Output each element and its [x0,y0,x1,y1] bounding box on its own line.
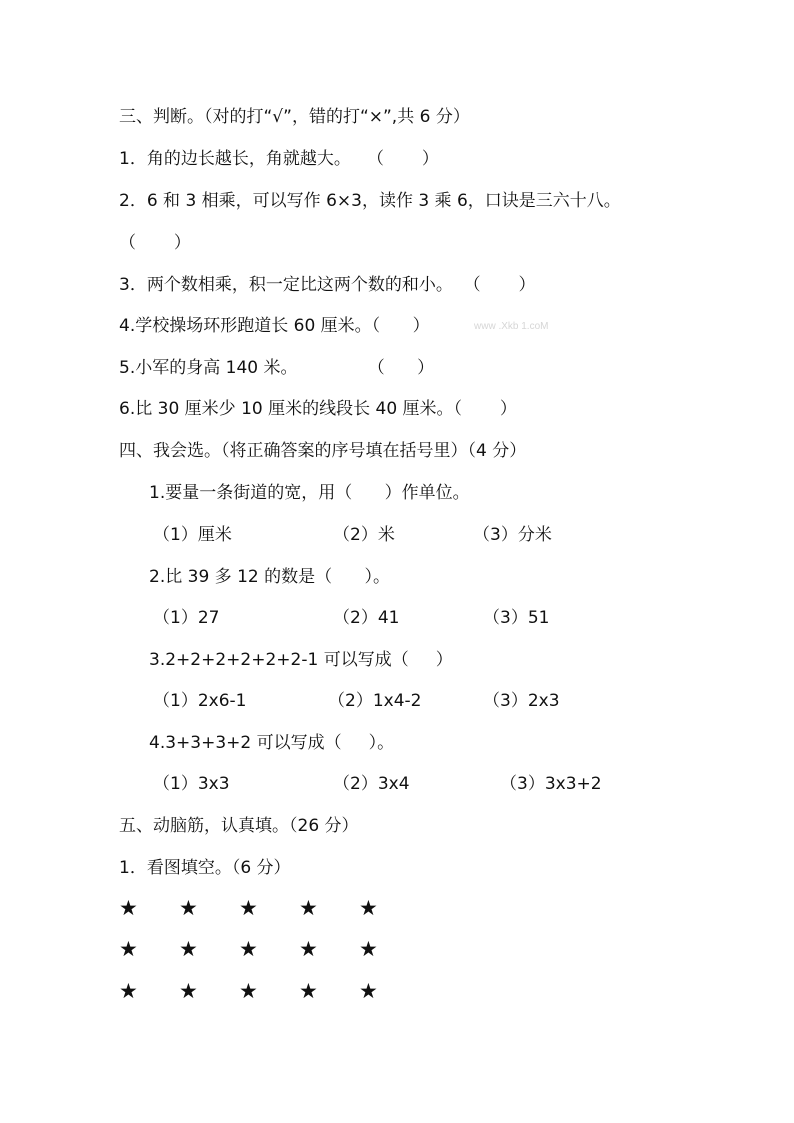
star-icon: ★ [359,896,378,920]
judge-item-5: 5.小军的身高 140 米。 （ ） [119,358,435,378]
judge-item-4: 4.学校操场环形跑道长 60 厘米。（ ） [119,316,430,336]
choice-q4-option-2: （2）3x4 [333,774,410,794]
section-3-heading: 三、判断。（对的打“√”，错的打“×”,共 6 分） [119,107,470,127]
choice-question-1: 1.要量一条街道的宽，用（ ）作单位。 [149,483,470,503]
star-row [119,896,419,920]
choice-question-4: 4.3+3+3+2 可以写成（ ）。 [149,733,395,753]
star-icon: ★ [239,937,258,961]
judge-item-2: 2．6 和 3 相乘，可以写作 6×3，读作 3 乘 6，口诀是三六十八。 [119,191,621,211]
fill-question-1: 1．看图填空。（6 分） [119,858,291,878]
star-icon: ★ [299,979,318,1003]
star-icon: ★ [179,979,198,1003]
choice-q3-option-3: （3）2x3 [483,691,560,711]
choice-q1-option-1: （1）厘米 [153,525,232,545]
star-icon: ★ [299,896,318,920]
star-icon: ★ [359,979,378,1003]
choice-q1-option-2: （2）米 [333,525,395,545]
star-icon: ★ [119,937,138,961]
judge-item-6: 6.比 30 厘米少 10 厘米的线段长 40 厘米。（ ） [119,399,517,419]
section-5-heading: 五、动脑筋，认真填。（26 分） [119,816,359,836]
star-icon: ★ [179,937,198,961]
star-icon: ★ [179,896,198,920]
choice-question-2: 2.比 39 多 12 的数是（ ）。 [149,567,391,587]
star-icon: ★ [239,896,258,920]
choice-q2-option-3: （3）51 [483,608,550,628]
choice-q2-option-2: （2）41 [333,608,400,628]
star-icon: ★ [119,979,138,1003]
choice-q3-option-1: （1）2x6-1 [153,691,247,711]
choice-q4-option-3: （3）3x3+2 [500,774,602,794]
judge-item-2-bracket: （ ） [119,233,191,253]
choice-q4-option-1: （1）3x3 [153,774,230,794]
watermark: www .Xkb 1.coM [474,321,549,332]
star-row [119,979,419,1003]
judge-item-1: 1．角的边长越长，角就越大。 （ ） [119,149,439,169]
choice-q2-option-1: （1）27 [153,608,220,628]
star-icon: ★ [299,937,318,961]
choice-question-3: 3.2+2+2+2+2+2-1 可以写成（ ） [149,650,453,670]
section-4-heading: 四、我会选。（将正确答案的序号填在括号里）（4 分） [119,441,527,461]
star-icon: ★ [359,937,378,961]
judge-item-3: 3．两个数相乘，积一定比这两个数的和小。 （ ） [119,275,536,295]
star-icon: ★ [239,979,258,1003]
choice-q3-option-2: （2）1x4-2 [328,691,422,711]
star-row [119,937,419,961]
star-icon: ★ [119,896,138,920]
choice-q1-option-3: （3）分米 [473,525,552,545]
